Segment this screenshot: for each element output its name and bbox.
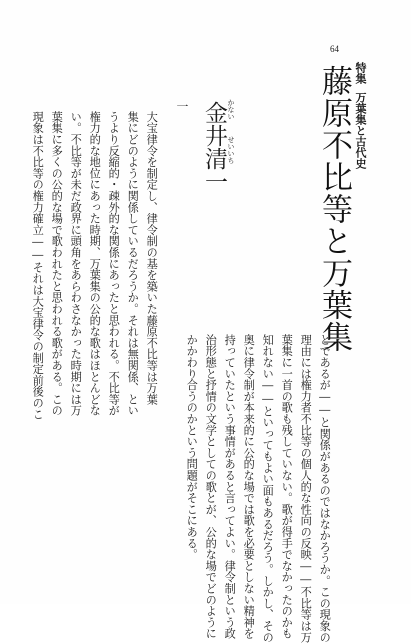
series-subtitle: 万葉集と古代史 (354, 92, 367, 169)
body-line: 葉集に一首の歌も残していない。歌が得手でなかったのかも (280, 334, 294, 640)
body-line: うより反縮的・疎外的な関係にあったと思われる。不比等が (107, 111, 121, 417)
article-title: 藤原不比等と万葉集 (316, 65, 352, 353)
page-number: 64 (330, 44, 339, 54)
body-line: い。不比等が未だ政界に頭角をあらわさなかった時期には万 (69, 111, 83, 417)
section-number: 一 (175, 100, 189, 112)
body-line: 奥に律令制が本来的に公的な場では歌を必要としない精神を (242, 334, 256, 640)
body-line: 治形態と抒情の文学としての歌とが、公的な場でどのように (204, 334, 218, 640)
author-name: 金井清一 (201, 101, 227, 193)
body-line: 葉集に多くの公的な場で歌われたと思われる歌がある。この (50, 111, 64, 417)
author-ruby-given: せいいち (227, 136, 235, 164)
body-line: 知れない――といってもよい面もあるだろう。しかし、その (261, 334, 275, 643)
series-heading (355, 62, 366, 169)
author-ruby (227, 99, 234, 164)
body-line: とであるが――と関係があるのではなかろうか。この現象の (318, 334, 332, 643)
body-line: 権力的な地位にあった時期、万葉集の公的な歌はほとんどな (88, 111, 102, 417)
body-line: 理由には権力者不比等の個人的な性向の反映――不比等は万 (299, 334, 313, 643)
body-line: 現象は不比等の権力確立――それは大宝律令の制定前後のこ (31, 111, 45, 420)
body-line: 持っていたという事情があると言ってよい。律令制という政 (223, 334, 237, 640)
body-line: かかわり合うのかという問題がそこにある。 (185, 334, 199, 560)
body-line: 大宝律令を制定し、律令制の基を築いた藤原不比等は万葉 (145, 111, 159, 405)
series-label: 特集 (354, 62, 367, 84)
body-line: 集にどのように関係しているだろうか。それは無関係、とい (126, 111, 140, 417)
author-ruby-surname: かない (227, 99, 235, 120)
